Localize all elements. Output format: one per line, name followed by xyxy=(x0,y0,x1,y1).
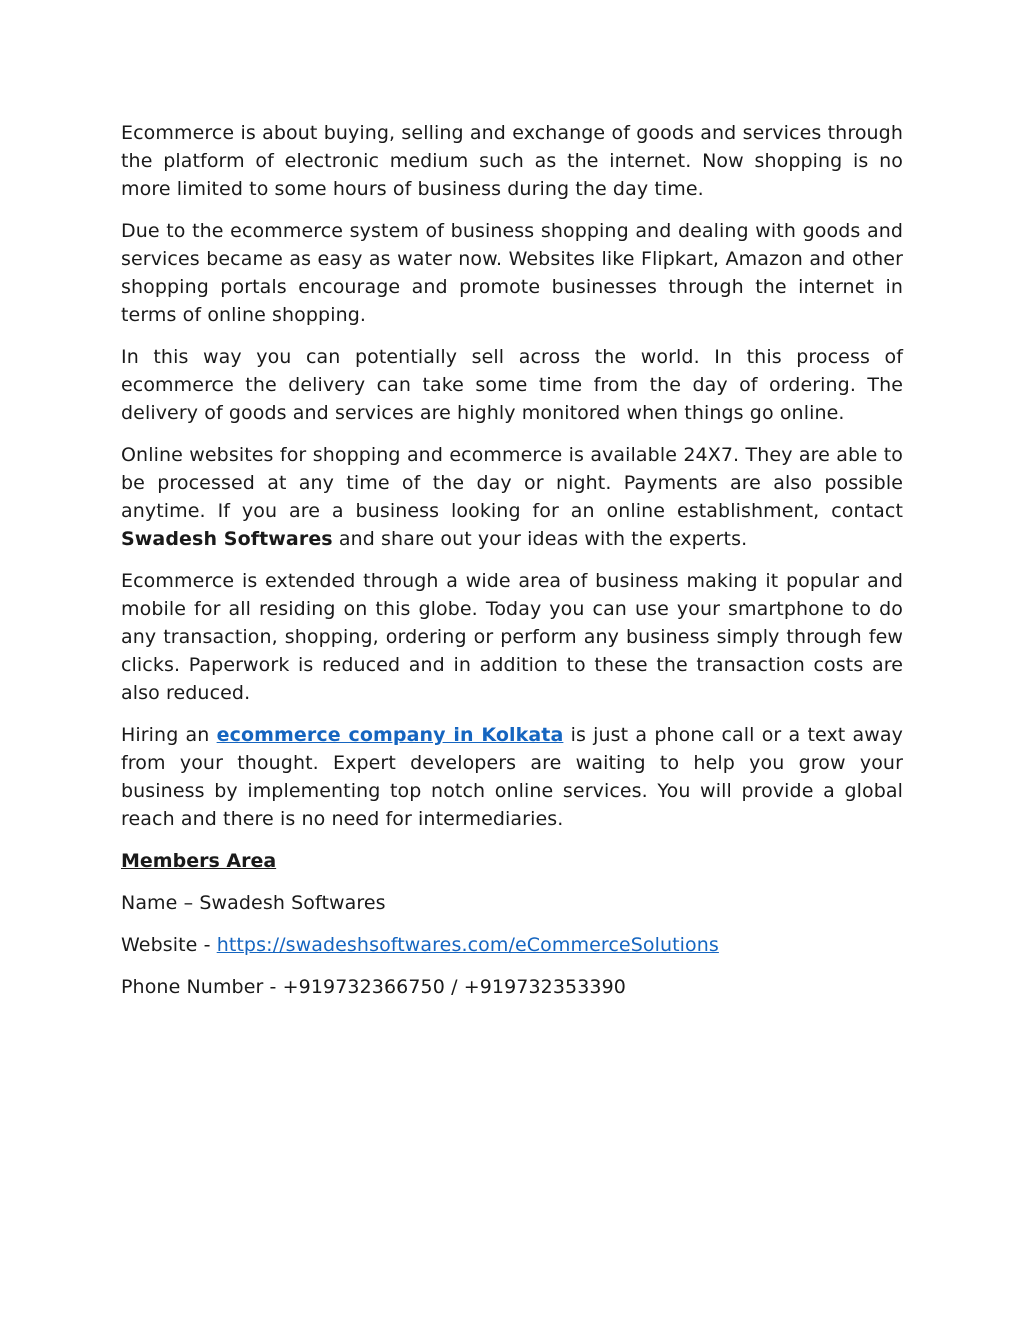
paragraph-intro: Ecommerce is about buying, selling and exchange of goods and services through the platform of electronic medium such as the internet. Now shopping is no more limited to some hours of business during the day time. xyxy=(121,122,903,200)
members-name: Name – Swadesh Softwares xyxy=(121,892,386,914)
website-label: Website - xyxy=(121,934,217,956)
paragraph-mobile: Ecommerce is extended through a wide area of business making it popular and mobile for all residing on this globe. Today you can use your smartphone to do any transaction, shopping, ordering or perform any business simply through few clicks. Paperwork is reduced and in addition to these the transaction costs are also reduced. xyxy=(121,570,903,704)
paragraph-availability-tail: and share out your ideas with the experts. xyxy=(332,528,748,550)
paragraph-hiring-text: Hiring an xyxy=(121,724,217,746)
paragraph-availability-text: Online websites for shopping and ecommerce is available 24X7. They are able to be processed at any time of the day or night. Payments are also possible anytime. If you are a business looking for an online establishment, contact xyxy=(121,444,903,522)
paragraph-hiring xyxy=(121,721,903,833)
paragraph-ecommerce-system: Due to the ecommerce system of business shopping and dealing with goods and services became as easy as water now. Websites like Flipkart, Amazon and other shopping portals encourage and promote businesses through the internet in terms of online shopping. xyxy=(121,220,903,326)
document-page xyxy=(121,119,903,1015)
paragraph-delivery: In this way you can potentially sell across the world. In this process of ecommerce the delivery can take some time from the day of ordering. The delivery of goods and services are highly monitored when things go online. xyxy=(121,346,903,424)
members-phone: Phone Number - +919732366750 / +919732353390 xyxy=(121,976,626,998)
company-name-bold: Swadesh Softwares xyxy=(121,528,333,550)
paragraph-availability xyxy=(121,441,903,553)
ecommerce-company-link[interactable]: ecommerce company in Kolkata xyxy=(216,724,564,746)
paragraph-hiring-tail: is just a phone call or a text away from your thought. Expert developers are waiting to help you grow your business by implementing top notch online services. You will provide a global reach and there is no need for intermediaries. xyxy=(121,724,903,830)
members-area-heading: Members Area xyxy=(121,850,277,872)
members-website xyxy=(121,931,903,959)
website-link[interactable]: https://swadeshsoftwares.com/eCommerceSolutions xyxy=(216,934,719,956)
